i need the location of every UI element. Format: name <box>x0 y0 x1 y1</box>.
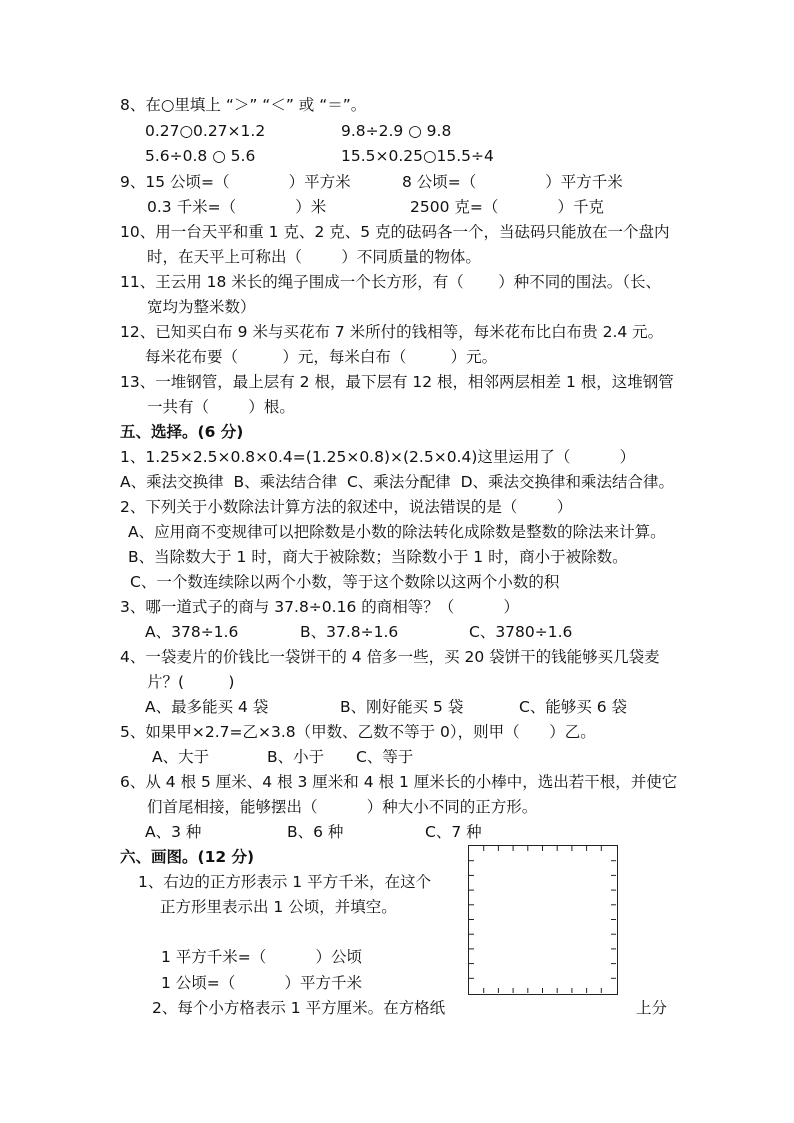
q9-item-b: 8 公顷=（ ）平方千米 <box>402 173 623 191</box>
q13-line1: 13、一堆钢管，最上层有 2 根，最下层有 12 根，相邻两层相差 1 根，这堆钢管 <box>120 373 674 391</box>
q11-line2: 宽均为整米数） <box>147 298 256 316</box>
q9-item-a: 9、15 公顷=（ ）平方米 <box>120 173 351 191</box>
q11-line1: 11、王云用 18 米长的绳子围成一个长方形，有（ ）种不同的围法。（长、 <box>120 273 662 291</box>
s5-q2-option-a: A、应用商不变规律可以把除数是小数的除法转化成除数是整数的除法来计算。 <box>128 523 666 541</box>
s6-q2: 2、每个小方格表示 1 平方厘米。在方格纸 <box>152 999 446 1017</box>
s6-q1-line2: 正方形里表示出 1 公顷，并填空。 <box>160 898 397 916</box>
q12-line2: 每米花布要（ ）元，每米白布（ ）元。 <box>145 348 498 366</box>
q12-line1: 12、已知买白布 9 米与买花布 7 米所付的钱相等，每米花布比白布贵 2.4 元。 <box>120 323 664 341</box>
s5-q1-options: A、乘法交换律 B、乘法结合律 C、乘法分配律 D、乘法交换律和乘法结合律。 <box>120 473 675 491</box>
s5-q2-option-c: C、一个数连续除以两个小数，等于这个数除以这两个小数的积 <box>130 573 560 591</box>
q9-item-d: 2500 克=（ ）千克 <box>410 198 604 216</box>
q10-line2: 时，在天平上可称出（ ）不同质量的物体。 <box>147 248 481 266</box>
s5-q6-option-c: C、7 种 <box>425 823 482 841</box>
q8-item-a: 0.27○0.27×1.2 <box>145 122 266 140</box>
s5-q6-option-b: B、6 种 <box>287 823 344 841</box>
q8-item-c: 5.6÷0.8 ○ 5.6 <box>145 147 256 165</box>
s6-q1-line1: 1、右边的正方形表示 1 平方千米，在这个 <box>138 873 432 891</box>
s5-q5: 5、如果甲×2.7=乙×3.8（甲数、乙数不等于 0），则甲（ ）乙。 <box>120 723 596 741</box>
s5-q4-option-b: B、刚好能买 5 袋 <box>340 698 464 716</box>
q9-item-c: 0.3 千米=（ ）米 <box>147 198 327 216</box>
s5-q4-line2: 片？( ) <box>147 673 235 691</box>
s5-q6-line1: 6、从 4 根 5 厘米、4 根 3 厘米和 4 根 1 厘米长的小棒中，选出若干根，并使它 <box>120 773 678 791</box>
q8-title: 8、在○里填上 “＞” “＜” 或 “＝”。 <box>120 96 367 114</box>
s5-q6-line2: 们首尾相接，能够摆出（ ）种大小不同的正方形。 <box>147 798 538 816</box>
s5-q3-option-a: A、378÷1.6 <box>145 623 239 641</box>
section5-heading: 五、选择。(6 分) <box>120 423 244 441</box>
s5-q3: 3、哪一道式子的商与 37.8÷0.16 的商相等？（ ） <box>120 598 519 616</box>
s6-fill-1: 1 平方千米=（ ）公顷 <box>161 948 363 966</box>
s5-q4-option-c: C、能够买 6 袋 <box>519 698 628 716</box>
s5-q3-option-c: C、3780÷1.6 <box>469 623 573 641</box>
s5-q5-option-c: C、等于 <box>356 748 414 766</box>
s5-q2-option-b: B、当除数大于 1 时，商大于被除数；当除数小于 1 时，商小于被除数。 <box>128 548 628 566</box>
s5-q4-line1: 4、一袋麦片的价钱比一袋饼干的 4 倍多一些，买 20 袋饼干的钱能够买几袋麦 <box>120 648 660 666</box>
q13-line2: 一共有（ ）根。 <box>147 398 295 416</box>
s5-q5-option-b: B、小于 <box>267 748 325 766</box>
section6-heading: 六、画图。(12 分) <box>120 848 255 866</box>
s5-q3-option-b: B、37.8÷1.6 <box>300 623 399 641</box>
s5-q4-option-a: A、最多能买 4 袋 <box>145 698 269 716</box>
s5-q1: 1、1.25×2.5×0.8×0.4=(1.25×0.8)×(2.5×0.4)这里运用了（ ） <box>120 448 636 466</box>
q8-item-d: 15.5×0.25○15.5÷4 <box>341 147 494 165</box>
q10-line1: 10、用一台天平和重 1 克、2 克、5 克的砝码各一个，当砝码只能放在一个盘内 <box>120 223 670 241</box>
s5-q5-option-a: A、大于 <box>152 748 210 766</box>
s5-q2: 2、下列关于小数除法计算方法的叙述中，说法错误的是（ ） <box>120 498 573 516</box>
s5-q6-option-a: A、3 种 <box>145 823 202 841</box>
square-tick-marks <box>469 846 619 996</box>
square-diagram <box>468 845 618 995</box>
s6-fill-2: 1 公顷=（ ）平方千米 <box>161 974 363 992</box>
s6-q2-tail: 上分 <box>636 999 668 1017</box>
q8-item-b: 9.8÷2.9 ○ 9.8 <box>341 122 452 140</box>
